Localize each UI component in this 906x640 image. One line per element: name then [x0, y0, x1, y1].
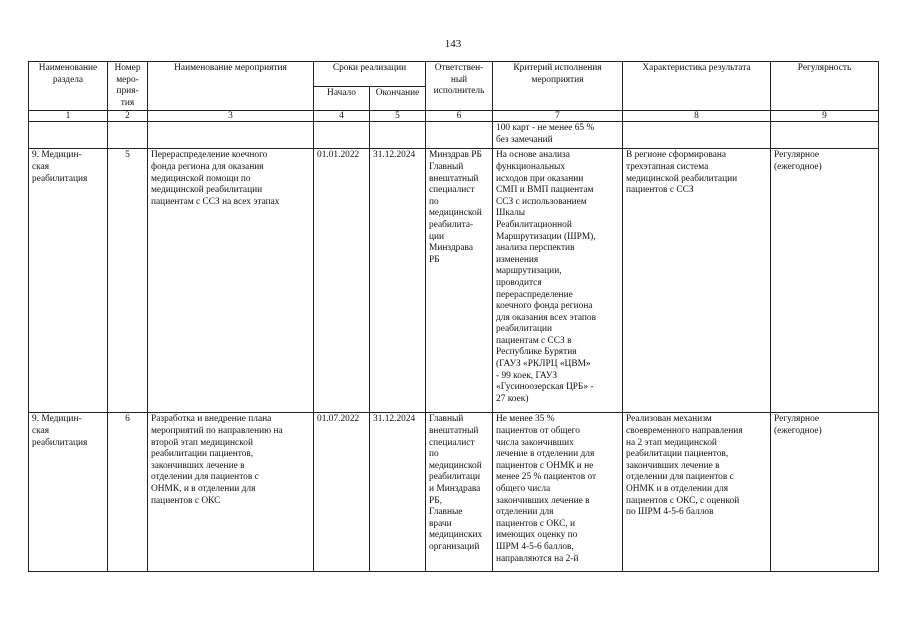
- column-number: 7: [493, 111, 623, 122]
- cell-event: Разработка и внедрение плана мероприятий по направлению на второй этап медицинской реабилитации пациентов, закончивших лечение в отделении для пациентов с ОНМК, и в отделении для пациентов с ОКС: [148, 413, 314, 572]
- header-result: Характеристика результата: [623, 62, 771, 111]
- continuation-criterion: 100 карт - не менее 65 % без замечаний: [493, 122, 623, 149]
- cell-criterion: Не менее 35 % пациентов от общего числа закончивших лечение в отделении для пациентов с ОНМК и не менее 25 % пациентов от общего числа закончивших лечение в отделении для пациентов с ОКС, и имеющих оценку по ШРМ 4-5-6 баллов, направляются на 2-й: [493, 413, 623, 572]
- cell-executor: Минздрав РБ Главный внештатный специалист по медицинской реабилита- ции Минздрава РБ: [426, 149, 493, 413]
- cell-criterion: На основе анализа функциональных исходов при оказании СМП и ВМП пациентам ССЗ с использованием Шкалы Реабилитационной Маршрутизации (ШРМ), анализа перспектив изменения маршрутизации, проводится перераспределение коечного фонда региона для оказания всех этапов реабилитации пациентам с ССЗ в Республике Бурятия (ГАУЗ «РКЛРЦ «ЦВМ» - 99 коек, ГАУЗ «Гусиноозерская ЦРБ» - 27 коек): [493, 149, 623, 413]
- header-row: [29, 62, 879, 87]
- column-number: 1: [29, 111, 108, 122]
- header-terms: Сроки реализации: [314, 62, 426, 87]
- cell-start: 01.01.2022: [314, 149, 370, 413]
- cell-section: 9. Медицин- ская реабилитация: [29, 149, 108, 413]
- header-regularity: Регулярность: [771, 62, 879, 111]
- header-executor: Ответствен- ный исполнитель: [426, 62, 493, 111]
- header-criterion: Критерий исполнения мероприятия: [493, 62, 623, 111]
- column-number: 9: [771, 111, 879, 122]
- page-number: 143: [444, 38, 462, 50]
- column-number: 6: [426, 111, 493, 122]
- cell-start: 01.07.2022: [314, 413, 370, 572]
- column-number: 8: [623, 111, 771, 122]
- cell-section: 9. Медицин- ская реабилитация: [29, 413, 108, 572]
- cell-end: 31.12.2024: [370, 149, 426, 413]
- header-end: Окончание: [370, 86, 426, 111]
- header-number: Номер меро- прия- тия: [108, 62, 148, 111]
- table-row: [29, 149, 879, 413]
- column-number: 4: [314, 111, 370, 122]
- cell-result: Реализован механизм своевременного направления на 2 этап медицинской реабилитации пациентов, закончивших лечение в отделении для пациентов с ОНМК и в отделении для пациентов с ОКС, с оценкой по ШРМ 4-5-6 баллов: [623, 413, 771, 572]
- cell-end: 31.12.2024: [370, 413, 426, 572]
- cell-regularity: Регулярное (ежегодное): [771, 149, 879, 413]
- continuation-row: [29, 122, 879, 149]
- header-event: Наименование мероприятия: [148, 62, 314, 111]
- cell-regularity: Регулярное (ежегодное): [771, 413, 879, 572]
- column-numbers-row: [29, 111, 879, 122]
- cell-event: Перераспределение коечного фонда региона для оказания медицинской помощи по медицинской реабилитации пациентам с ССЗ на всех этапах: [148, 149, 314, 413]
- column-number: 2: [108, 111, 148, 122]
- column-number: 3: [148, 111, 314, 122]
- cell-number: 6: [108, 413, 148, 572]
- cell-number: 5: [108, 149, 148, 413]
- cell-result: В регионе сформирована трехэтапная система медицинской реабилитации пациентов с ССЗ: [623, 149, 771, 413]
- cell-executor: Главный внештатный специалист по медицинской реабилитаци и Минздрава РБ, Главные врачи медицинских организаций: [426, 413, 493, 572]
- table-row: [29, 413, 879, 572]
- header-section: Наименование раздела: [29, 62, 108, 111]
- column-number: 5: [370, 111, 426, 122]
- header-start: Начало: [314, 86, 370, 111]
- events-table: [28, 61, 879, 572]
